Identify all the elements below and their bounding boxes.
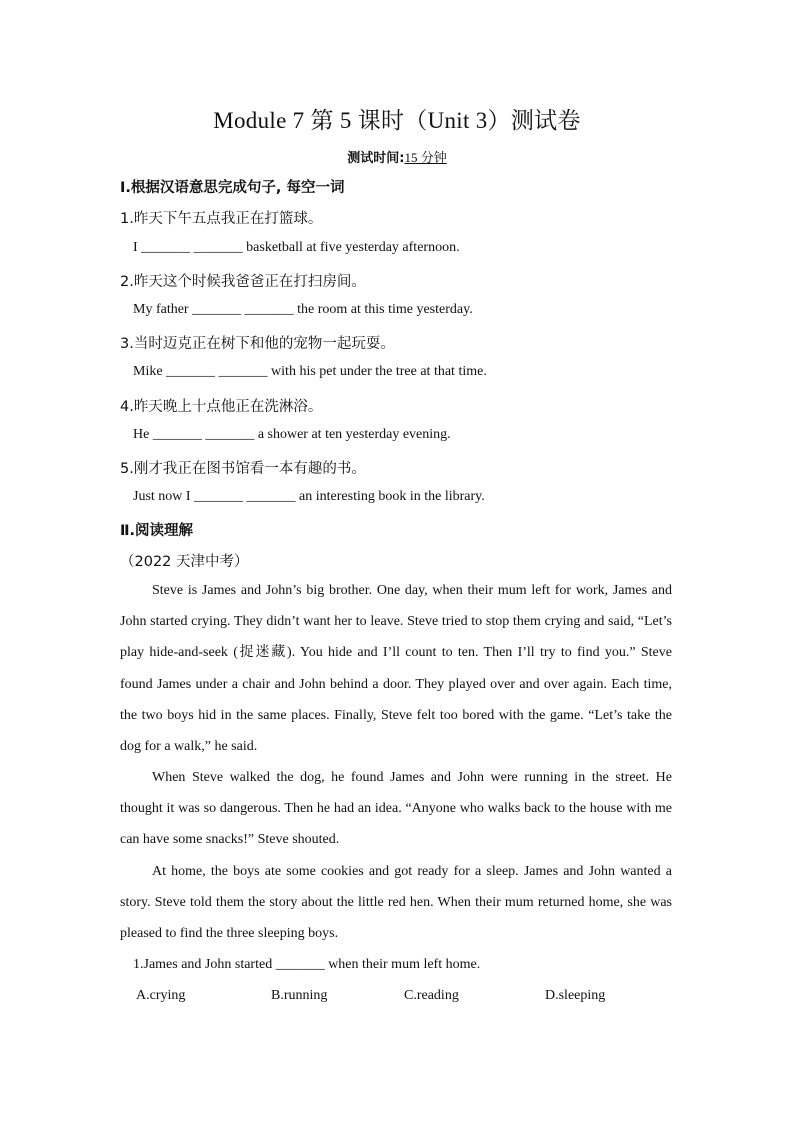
item3-chinese: 3.当时迈克正在树下和他的宠物一起玩耍。 xyxy=(120,336,395,352)
page-title: Module 7 第 5 课时（Unit 3）测试卷 xyxy=(213,108,581,133)
option-d: D.sleeping xyxy=(545,988,606,1003)
section1-heading: Ⅰ.根据汉语意思完成句子, 每空一词 xyxy=(120,180,345,196)
item1-english: I _______ _______ basketball at five yesterday afternoon. xyxy=(133,240,460,255)
option-b: B.running xyxy=(271,988,328,1003)
passage-paragraph-1: Steve is James and John’s big brother. One day, when their mum left for work, James and John started crying. They didn’t want her to leave. Steve tried to stop them crying and said, “Let’s play hide-and-seek (捉迷藏). You hide and I’ll count to ten. Then I’ll try to find you.” Steve found James under a chair and John behind a door. They played over and over again. Each time, the two boys hid in the same places. Finally, Steve felt too bored with the game. “Let’s take the dog for a walk,” he said. xyxy=(120,583,672,755)
item1-chinese: 1.昨天下午五点我正在打篮球。 xyxy=(120,211,323,227)
question1-stem: 1.James and John started _______ when their mum left home. xyxy=(133,957,481,972)
item4-english: He _______ _______ a shower at ten yesterday evening. xyxy=(133,427,451,442)
item3-english: Mike _______ _______ with his pet under the tree at that time. xyxy=(133,364,487,379)
item4-chinese: 4.昨天晚上十点他正在洗淋浴。 xyxy=(120,399,323,415)
item5-english: Just now I _______ _______ an interesting book in the library. xyxy=(133,489,485,504)
passage-paragraph-3: At home, the boys ate some cookies and got ready for a sleep. James and John wanted a story. Steve told them the story about the little red hen. When their mum returned home, she was pleased to find the three sleeping boys. xyxy=(120,864,672,942)
test-time-value: 15 分钟 xyxy=(404,150,447,165)
item5-chinese: 5.刚才我正在图书馆看一本有趣的书。 xyxy=(120,461,366,477)
test-time-label: 测试时间: xyxy=(347,151,405,166)
item2-chinese: 2.昨天这个时候我爸爸正在打扫房间。 xyxy=(120,274,366,290)
passage-source: （2022 天津中考） xyxy=(120,554,249,570)
option-a: A.crying xyxy=(136,988,186,1003)
section2-heading: Ⅱ.阅读理解 xyxy=(120,523,194,539)
option-c: C.reading xyxy=(404,988,459,1003)
passage-paragraph-2: When Steve walked the dog, he found James and John were running in the street. He thought it was so dangerous. Then he had an idea. “Anyone who walks back to the house with me can have some snacks!” Steve shouted. xyxy=(120,770,672,848)
test-time xyxy=(0,147,794,166)
item2-english: My father _______ _______ the room at this time yesterday. xyxy=(133,302,473,317)
